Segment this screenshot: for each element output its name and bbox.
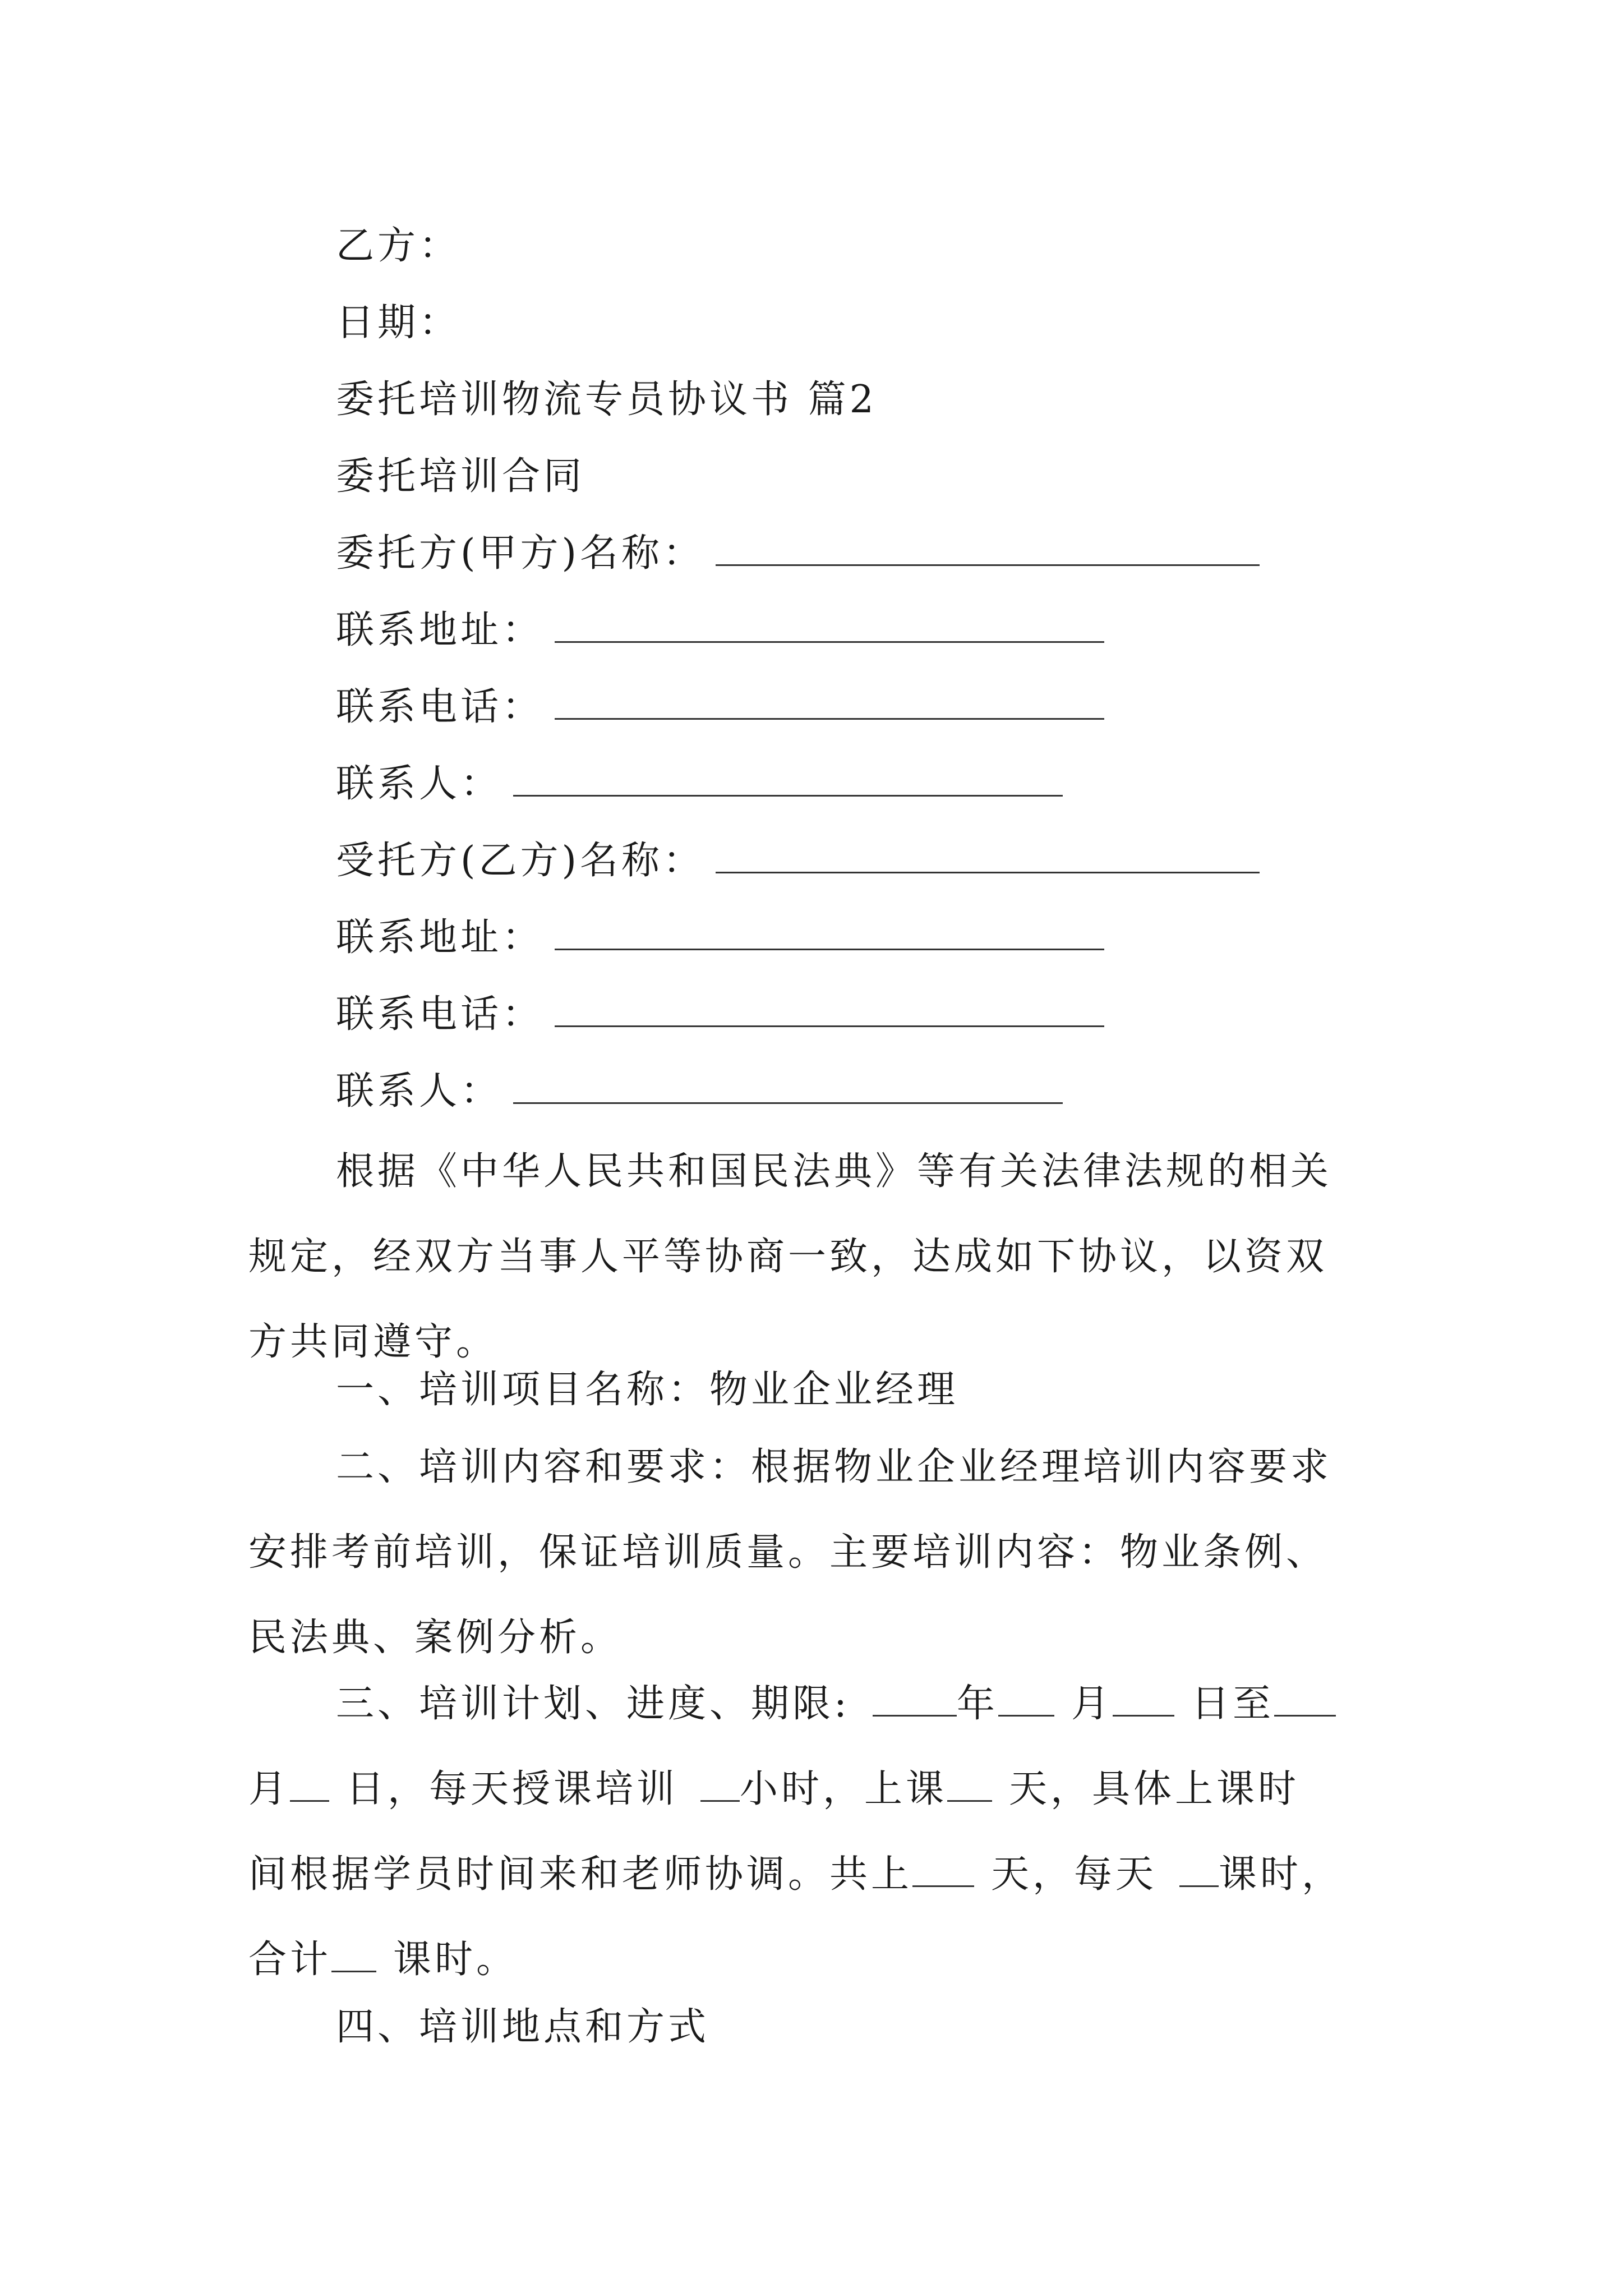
line4b-text: 课时。 bbox=[393, 1938, 518, 1982]
party-a-name-row bbox=[248, 515, 1376, 592]
day2-label: 日，每天授课培训 bbox=[346, 1767, 679, 1811]
clause-3-line bbox=[248, 1747, 1376, 1832]
party-a-address-label: 联系地址： bbox=[336, 608, 544, 652]
party-b-name-label: 受托方(乙方)名称： bbox=[336, 839, 705, 883]
document-title: 委托培训物流专员协议书 篇2 bbox=[336, 378, 877, 422]
party-b-phone-label: 联系电话： bbox=[336, 992, 544, 1037]
year-label: 年 bbox=[956, 1682, 998, 1726]
party-a-phone-field[interactable] bbox=[555, 689, 1104, 720]
line3c-text: 课时， bbox=[1219, 1852, 1344, 1897]
party-a-contact-field[interactable] bbox=[513, 766, 1063, 797]
periods-per-day-blank[interactable] bbox=[1179, 1854, 1219, 1887]
clause-3-line bbox=[248, 1662, 1376, 1747]
party-a-phone-label: 联系电话： bbox=[336, 685, 544, 729]
clause-2 bbox=[248, 1425, 1376, 1681]
preamble-line: 规定，经双方当事人平等协商一致，达成如下协议，以资双 bbox=[248, 1235, 1328, 1279]
party-b-address-field[interactable] bbox=[555, 919, 1104, 950]
party-b-sign-line: 乙方： bbox=[336, 224, 461, 268]
clause-3-line bbox=[248, 1832, 1376, 1917]
month-label: 月 bbox=[1071, 1682, 1113, 1726]
end-day-blank[interactable] bbox=[290, 1769, 329, 1802]
preamble-line: 根据《中华人民共和国民法典》等有关法律法规的相关 bbox=[336, 1149, 1332, 1194]
party-a-section bbox=[248, 515, 1376, 822]
days-label: 天，具体上课时 bbox=[1009, 1767, 1300, 1811]
party-b-address-label: 联系地址： bbox=[336, 915, 544, 960]
line3a-text: 间根据学员时间来和老师协调。共上 bbox=[248, 1852, 913, 1897]
party-b-contact-label: 联系人： bbox=[336, 1069, 502, 1114]
party-a-phone-row bbox=[248, 669, 1376, 746]
month2-label: 月 bbox=[248, 1767, 291, 1811]
party-a-address-row bbox=[248, 592, 1376, 669]
party-b-phone-field[interactable] bbox=[555, 996, 1104, 1027]
end-month-blank[interactable] bbox=[1274, 1683, 1336, 1717]
clause-2-line: 安排考前培训，保证培训质量。主要培训内容：物业条例、 bbox=[248, 1530, 1328, 1575]
days-blank[interactable] bbox=[947, 1769, 992, 1802]
party-b-section bbox=[248, 822, 1376, 1130]
party-b-phone-row bbox=[248, 976, 1376, 1053]
date-line: 日期： bbox=[336, 301, 461, 345]
line3b-text: 天，每天 bbox=[991, 1852, 1158, 1897]
clause-2-line: 二、培训内容和要求：根据物业企业经理培训内容要求 bbox=[336, 1445, 1332, 1489]
preamble-line: 方共同遵守。 bbox=[248, 1320, 498, 1364]
hours-blank[interactable] bbox=[700, 1769, 740, 1802]
party-b-contact-field[interactable] bbox=[513, 1073, 1063, 1104]
clause-4-text: 四、培训地点和方式 bbox=[336, 2005, 710, 2049]
contract-title: 委托培训合同 bbox=[336, 454, 585, 499]
hours-label: 小时，上课 bbox=[740, 1767, 948, 1811]
day-blank[interactable] bbox=[1113, 1683, 1174, 1717]
clause-3 bbox=[248, 1662, 1376, 2003]
clause-1 bbox=[248, 1347, 1376, 1433]
clause-2-line: 民法典、案例分析。 bbox=[248, 1616, 623, 1660]
party-a-address-field[interactable] bbox=[555, 612, 1104, 643]
month-blank[interactable] bbox=[998, 1683, 1054, 1717]
clause-1-text: 一、培训项目名称：物业企业经理 bbox=[336, 1368, 959, 1412]
party-b-name-field[interactable] bbox=[716, 843, 1260, 873]
line4a-text: 合计 bbox=[248, 1938, 332, 1982]
preamble-paragraph bbox=[248, 1129, 1376, 1385]
year-blank[interactable] bbox=[873, 1683, 957, 1717]
header-section bbox=[248, 208, 1376, 515]
party-a-name-label: 委托方(甲方)名称： bbox=[336, 531, 705, 576]
total-days-blank[interactable] bbox=[912, 1854, 974, 1887]
day-to-label: 日至 bbox=[1191, 1682, 1274, 1726]
party-b-name-row bbox=[248, 822, 1376, 899]
party-b-address-row bbox=[248, 899, 1376, 976]
total-periods-blank[interactable] bbox=[331, 1939, 376, 1972]
party-b-contact-row bbox=[248, 1053, 1376, 1130]
party-a-name-field[interactable] bbox=[716, 535, 1260, 566]
clause-4 bbox=[248, 1985, 1376, 2070]
party-a-contact-label: 联系人： bbox=[336, 762, 502, 806]
clause-3-lead: 三、培训计划、进度、期限: bbox=[336, 1682, 850, 1726]
party-a-contact-row bbox=[248, 746, 1376, 822]
